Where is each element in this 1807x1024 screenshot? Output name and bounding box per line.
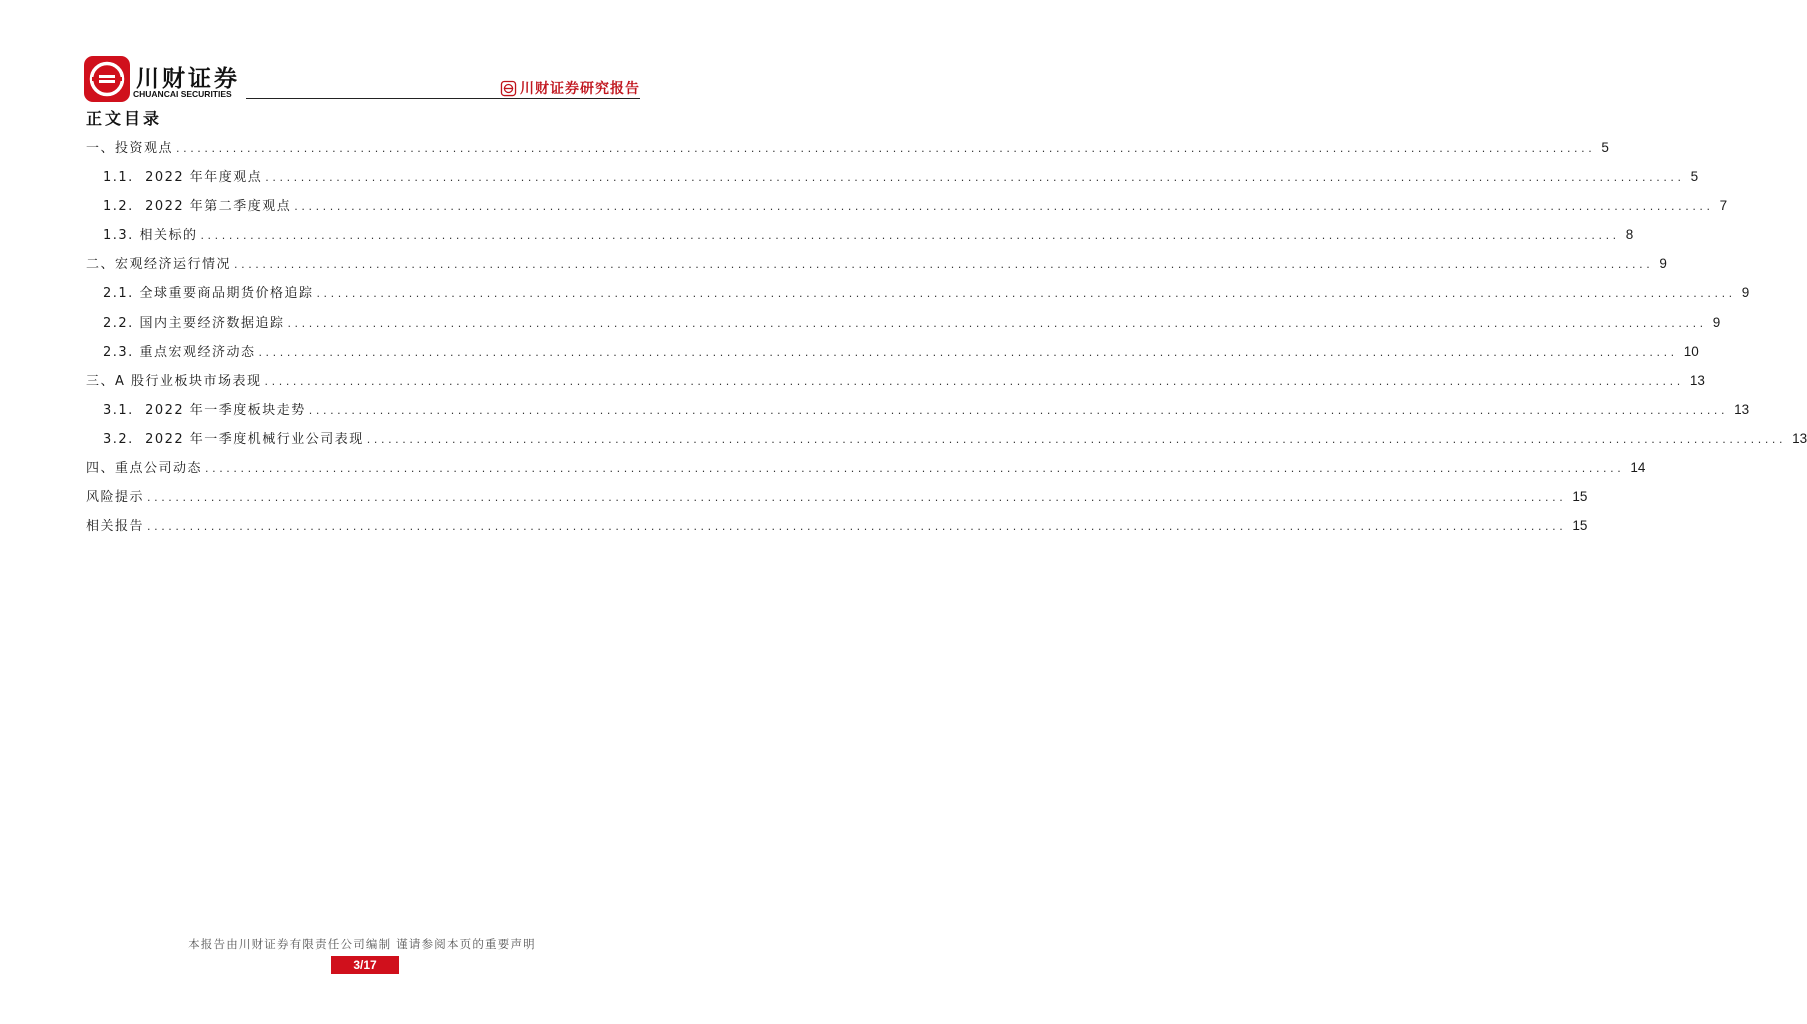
toc-list <box>86 133 1807 540</box>
toc-entry-label: 1.2. 2022 年第二季度观点 <box>103 199 292 215</box>
toc-leader-dots: ........................................................................................................................................................................................................ <box>147 520 1567 534</box>
toc-entry-label: 一、投资观点 <box>86 141 174 156</box>
toc-entry-page: 10 <box>1683 343 1699 359</box>
toc-leader-dots: ........................................................................................................................................................................................................ <box>264 374 1684 388</box>
toc-leader-dots: ........................................................................................................................................................................................................ <box>316 287 1736 301</box>
footer-disclaimer: 本报告由川财证券有限责任公司编制 谨请参阅本页的重要声明 <box>188 937 536 951</box>
page-indicator: 3/17 <box>331 956 399 974</box>
toc-title: 正文目录 <box>86 109 163 128</box>
toc-entry-label: 相关报告 <box>86 519 145 535</box>
toc-entry[interactable] <box>86 308 1721 337</box>
toc-entry[interactable] <box>86 511 1588 540</box>
toc-entry[interactable] <box>86 366 1705 395</box>
toc-entry-label: 2.3. 重点宏观经济动态 <box>103 344 256 360</box>
toc-entry-label: 风险提示 <box>86 490 145 506</box>
toc-entry-label: 四、重点公司动态 <box>86 461 203 477</box>
toc-leader-dots: ........................................................................................................................................................................................................ <box>147 491 1567 505</box>
toc-entry[interactable] <box>86 395 1750 424</box>
toc-leader-dots: ........................................................................................................................................................................................................ <box>258 345 1678 359</box>
toc-entry-page: 14 <box>1630 460 1646 476</box>
toc-leader-dots: ........................................................................................................................................................................................................ <box>366 432 1787 446</box>
toc-leader-dots: ........................................................................................................................................................................................................ <box>265 171 1685 185</box>
toc-entry-page: 5 <box>1601 140 1609 155</box>
report-label <box>501 78 640 98</box>
toc-entry-page: 13 <box>1792 430 1807 446</box>
toc-entry-label: 3.1. 2022 年一季度板块走势 <box>103 402 306 418</box>
toc-entry-label: 2.2. 国内主要经济数据追踪 <box>103 315 285 331</box>
toc-entry[interactable] <box>86 278 1750 307</box>
small-logo-icon <box>501 81 516 96</box>
toc-entry-page: 9 <box>1659 256 1667 272</box>
toc-entry-page: 15 <box>1572 489 1588 505</box>
report-label-text: 川财证券研究报告 <box>520 81 640 97</box>
toc-entry[interactable] <box>86 337 1699 366</box>
toc-entry[interactable] <box>86 133 1609 162</box>
toc-entry[interactable] <box>86 220 1634 249</box>
toc-entry[interactable] <box>86 162 1699 191</box>
brand-name-cn: 川财证券 <box>136 66 240 92</box>
toc-entry-page: 7 <box>1719 198 1728 214</box>
toc-entry-page: 15 <box>1572 518 1588 534</box>
toc-entry-label: 1.1. 2022 年年度观点 <box>103 170 263 186</box>
toc-leader-dots: ........................................................................................................................................................................................................ <box>234 258 1654 272</box>
toc-entry[interactable] <box>86 424 1807 453</box>
toc-leader-dots: ........................................................................................................................................................................................................ <box>200 229 1620 243</box>
toc-leader-dots: ........................................................................................................................................................................................................ <box>294 200 1714 214</box>
brand-name-en: CHUANCAI SECURITIES <box>133 89 232 99</box>
company-logo-icon <box>84 56 130 102</box>
toc-entry[interactable] <box>86 453 1646 482</box>
toc-entry-page: 13 <box>1734 401 1750 417</box>
toc-entry-label: 2.1. 全球重要商品期货价格追踪 <box>103 286 314 302</box>
toc-entry[interactable] <box>86 249 1667 278</box>
toc-entry-label: 二、宏观经济运行情况 <box>86 257 232 273</box>
toc-entry-page: 5 <box>1690 169 1699 185</box>
toc-entry[interactable] <box>86 482 1588 511</box>
toc-entry-page: 8 <box>1625 227 1634 243</box>
toc-leader-dots: ........................................................................................................................................................................................................ <box>287 316 1707 330</box>
header-divider <box>246 98 640 99</box>
toc-entry-label: 3.2. 2022 年一季度机械行业公司表现 <box>103 431 364 447</box>
toc-entry-page: 9 <box>1741 285 1750 301</box>
toc-leader-dots: ........................................................................................................................................................................................................ <box>205 462 1625 476</box>
toc-leader-dots: ........................................................................................................................................................................................................ <box>308 403 1729 417</box>
toc-entry-page: 13 <box>1689 372 1705 388</box>
toc-entry-label: 1.3. 相关标的 <box>103 228 198 244</box>
toc-leader-dots: ........................................................................................................................................................................................................ <box>176 142 1596 155</box>
toc-entry-page: 9 <box>1712 314 1721 330</box>
toc-entry[interactable] <box>86 191 1728 220</box>
toc-entry-label: 三、A 股行业板块市场表现 <box>86 373 262 389</box>
